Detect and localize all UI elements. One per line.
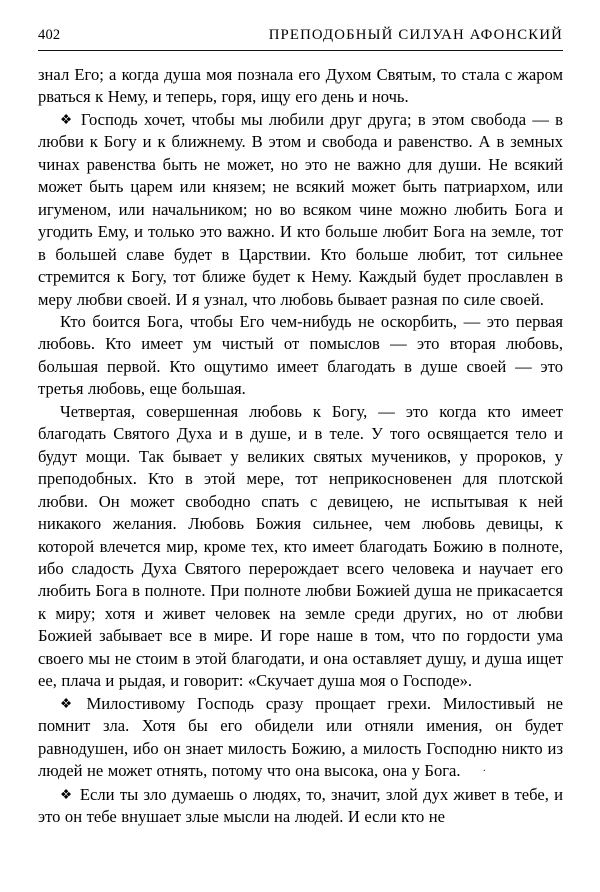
paragraph-text: Милостивому Господь сразу прощает грехи. Милостивый не помнит зла. Хотя бы его обидели или отняли имения, он будет равнодушен, ибо он знает милость Божию, а милость Господню никто из людей не может отнять, потому что она высока, она у Бога. — [38, 693, 563, 781]
running-head-title: ПРЕПОДОБНЫЙ СИЛУАН АФОНСКИЙ — [268, 27, 563, 43]
paragraph-chetvertaya — [38, 401, 563, 693]
paragraph-text: Если ты зло думаешь о людях, то, значит, злой дух живет в тебе, и это он тебе внушает злые мысли на людей. И если кто не — [38, 784, 563, 826]
floral-diamond-bullet-icon: ❖ — [60, 786, 73, 802]
paragraph-text: Кто боится Бога, чтобы Его чем-нибудь не оскорбить, — это первая любовь. Кто имеет ум чистый от помыслов — это вторая любовь, большая первой. Кто ощутимо имеет благодать в душе своей — это третья любовь, еще большая. — [38, 311, 563, 399]
floral-diamond-bullet-icon: ❖ — [60, 695, 80, 711]
floral-diamond-bullet-icon: ❖ — [60, 111, 74, 127]
paragraph-bulleted-gospod-hochet — [38, 109, 563, 311]
paragraph-text: знал Его; а когда душа моя познала его Духом Святым, то стала с жаром рваться к Нему, и теперь, горя, ищу его день и ночь. — [38, 65, 563, 107]
header-rule-divider — [38, 50, 563, 51]
page-header — [38, 28, 563, 43]
paragraph-continued — [38, 64, 563, 109]
page-number: 402 — [38, 27, 61, 43]
paragraph-text: Господь хочет, чтобы мы любили друг друга; в этом свобода — в любви к Богу и к ближнему. В этом и свобода и равенство. А в земных чинах равенства быть не может, но это не важно для души. Не всякий может быть царем или князем; не всякий может быть патриархом, или игуменом, или начальником; но во всяком чине можно любить Бога и угодить Ему, и только это важно. И кто больше любит Бога на земле, тот в большей славе будет в Царствии. Кто больше любит, тот сильнее стремится к Богу, тот ближе будет к Нему. Каждый будет прославлен в меру любви своей. И я узнал, что любовь бывает разная по силе своей. — [38, 109, 563, 309]
paragraph-bulleted-esli-ty-zlo — [38, 784, 563, 829]
paragraph-kto-boitsya — [38, 311, 563, 401]
paragraph-text: Четвертая, совершенная любовь к Богу, — это когда кто имеет благодать Святого Духа и в душе, и в теле. У того освящается тело и будут мощи. Так бывает у великих святых мучеников, у пророков, у преподобных. Кто в этой мере, тот неприкосновенен для плотской любви. Он может свободно спать с девицею, не испытывая к ней никакого желания. Любовь Божия сильнее, чем любовь девицы, к которой влечется мир, кроме тех, кто имеет благодать Божию в полноте, ибо сладость Духа Святого перерождает всего человека и научает его любить Бога в полноте. При полноте любви Божией душа не прикасается к миру; хотя и живет человек на земле среди других, но от любви Божией забывает все в мире. И горе наше в том, что по гордости ума своего мы не стоим в этой благодати, и она оставляет душу, и душа ищет ее, плача и рыдая, и говорит: «Скучает душа моя о Господе». — [38, 401, 563, 691]
body-text-column — [38, 64, 563, 828]
paragraph-bulleted-milostivomu — [38, 693, 563, 784]
stray-ink-mark: · — [482, 766, 486, 778]
